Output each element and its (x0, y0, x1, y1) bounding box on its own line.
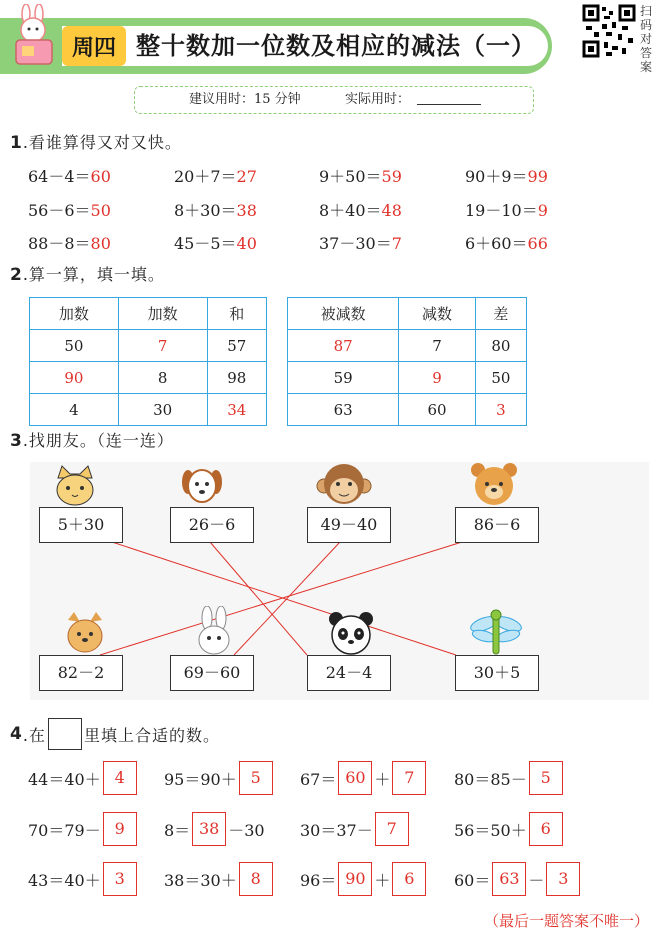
answer-box[interactable]: 60 (338, 761, 372, 795)
table-cell: 57 (207, 330, 266, 362)
equation-text: 8＝ (164, 820, 191, 840)
table-cell: 4 (30, 394, 119, 426)
section3-number: 3 (10, 431, 23, 451)
equation-answer[interactable]: 99 (527, 167, 548, 186)
answer-box[interactable]: 5 (239, 761, 273, 795)
match-box-bottom[interactable]: 24－4 (307, 655, 391, 691)
match-box-bottom[interactable]: 69－60 (170, 655, 254, 691)
table-cell: 50 (475, 362, 526, 394)
equation-question: 37－30＝ (319, 234, 392, 253)
answer-box[interactable]: 3 (103, 862, 137, 896)
header-cell: 差 (475, 298, 526, 330)
answer-box[interactable]: 8 (239, 862, 273, 896)
actual-time-label: 实际用时： (345, 92, 411, 107)
equation-question: 64－4＝ (28, 167, 91, 186)
equation-answer[interactable]: 9 (537, 201, 548, 220)
equation-text: 60＝ (454, 870, 491, 890)
equation-text: 96＝ (300, 870, 337, 890)
fill-equation (164, 862, 275, 896)
table-cell: 80 (475, 330, 526, 362)
answer-box[interactable]: 38 (192, 812, 226, 846)
equation-question: 88－8＝ (28, 234, 91, 253)
equation-answer[interactable]: 48 (381, 201, 402, 220)
table-cell: 60 (399, 394, 476, 426)
section4-number: 4 (10, 724, 23, 744)
equation-text: 80＝85－ (454, 769, 527, 789)
header-cell: 被减数 (288, 298, 399, 330)
match-line (234, 542, 340, 655)
answer-box[interactable]: 90 (338, 862, 372, 896)
fill-equation (454, 812, 565, 846)
answer-box[interactable]: 7 (392, 761, 426, 795)
fill-equation (300, 761, 428, 795)
equation-question: 6＋60＝ (465, 234, 528, 253)
equation-text: ＋ (374, 870, 391, 890)
equation-text: －30 (228, 820, 265, 840)
fill-equation (28, 761, 139, 795)
answer-box[interactable]: 3 (546, 862, 580, 896)
answer-cell[interactable]: 90 (30, 362, 119, 394)
puppy-icon (62, 610, 108, 656)
equation-answer[interactable]: 59 (381, 167, 402, 186)
match-box-top[interactable]: 86－6 (455, 507, 539, 543)
answer-cell[interactable]: 9 (399, 362, 476, 394)
table-cell: 7 (399, 330, 476, 362)
equation-question: 90＋9＝ (465, 167, 528, 186)
equation-answer[interactable]: 80 (90, 234, 111, 253)
answer-cell[interactable]: 87 (288, 330, 399, 362)
table-cell: 59 (288, 362, 399, 394)
match-box-bottom[interactable]: 82－2 (39, 655, 123, 691)
table-cell: 8 (118, 362, 207, 394)
equation-question: 8＋30＝ (174, 201, 237, 220)
equation-answer[interactable]: 60 (90, 167, 111, 186)
match-line (100, 542, 462, 655)
bear-icon (468, 462, 520, 508)
equation-question: 19－10＝ (465, 201, 538, 220)
answer-cell[interactable]: 34 (207, 394, 266, 426)
header-cell: 加数 (118, 298, 207, 330)
week-label: 周四 (62, 26, 126, 66)
page-title: 整十数加一位数及相应的减法（一） (136, 32, 536, 60)
header-cell: 减数 (399, 298, 476, 330)
footnote: （最后一题答案不唯一） (483, 912, 649, 930)
cat-icon (48, 464, 102, 508)
match-box-top[interactable]: 26－6 (170, 507, 254, 543)
fill-equation (300, 812, 411, 846)
empty-box-icon (48, 718, 82, 750)
equation-text: 30＝37－ (300, 820, 373, 840)
answer-box[interactable]: 6 (392, 862, 426, 896)
answer-cell[interactable]: 7 (118, 330, 207, 362)
section1-text: .看谁算得又对又快。 (22, 133, 182, 152)
equation-text: 44＝40＋ (28, 769, 101, 789)
answer-cell[interactable]: 3 (475, 394, 526, 426)
match-box-top[interactable]: 49－40 (307, 507, 391, 543)
fill-equation (164, 761, 275, 795)
fill-equation (28, 812, 139, 846)
equation-question: 9＋50＝ (319, 167, 382, 186)
section4-title (10, 718, 220, 750)
section4-text-pre: .在 (22, 725, 46, 745)
equation-question: 56－6＝ (28, 201, 91, 220)
equation-text: 43＝40＋ (28, 870, 101, 890)
fill-equation (164, 812, 265, 846)
answer-box[interactable]: 4 (103, 761, 137, 795)
equation-text: 56＝50＋ (454, 820, 527, 840)
answer-box[interactable]: 9 (103, 812, 137, 846)
table-cell: 50 (30, 330, 119, 362)
rabbit-icon (192, 606, 236, 656)
fill-equation (454, 761, 565, 795)
match-line (112, 542, 456, 655)
qr-caption: 扫码对答案 (640, 4, 653, 74)
equation-text: 70＝79－ (28, 820, 101, 840)
section3-text: .找朋友。（连一连） (22, 431, 174, 450)
answer-box[interactable]: 5 (529, 761, 563, 795)
panda-icon (327, 610, 375, 656)
equation-answer[interactable]: 50 (90, 201, 111, 220)
equation-answer[interactable]: 7 (391, 234, 402, 253)
equation-question: 20＋7＝ (174, 167, 237, 186)
suggested-time: 建议用时：15 分钟 (189, 92, 301, 107)
equation-question: 8＋40＝ (319, 201, 382, 220)
header-cell: 加数 (30, 298, 119, 330)
section4-text-post: 里填上合适的数。 (83, 725, 220, 745)
equation-text: 95＝90＋ (164, 769, 237, 789)
fill-equation (28, 862, 139, 896)
equation-text: 67＝ (300, 769, 337, 789)
equation-answer[interactable]: 40 (236, 234, 257, 253)
equation-answer[interactable]: 27 (236, 167, 257, 186)
equation-question: 45－5＝ (174, 234, 237, 253)
equation-answer[interactable]: 38 (236, 201, 257, 220)
header-cell: 和 (207, 298, 266, 330)
equation-answer[interactable]: 66 (527, 234, 548, 253)
section2-text: .算一算，填一填。 (22, 265, 165, 284)
equation-text: ＋ (374, 769, 391, 789)
table-cell: 63 (288, 394, 399, 426)
section2-number: 2 (10, 265, 23, 285)
equation-text: － (528, 870, 545, 890)
match-box-top[interactable]: 5＋30 (39, 507, 123, 543)
match-box-bottom[interactable]: 30＋5 (455, 655, 539, 691)
section1-number: 1 (10, 133, 23, 153)
dog-icon (180, 464, 224, 508)
equation-text: 38＝30＋ (164, 870, 237, 890)
monkey-icon (316, 460, 372, 508)
answer-box[interactable]: 6 (529, 812, 563, 846)
table-cell: 98 (207, 362, 266, 394)
answer-box[interactable]: 7 (375, 812, 409, 846)
fill-equation (300, 862, 428, 896)
table-cell: 30 (118, 394, 207, 426)
fill-equation (454, 862, 582, 896)
dragonfly-icon (468, 608, 524, 656)
answer-box[interactable]: 63 (492, 862, 526, 896)
